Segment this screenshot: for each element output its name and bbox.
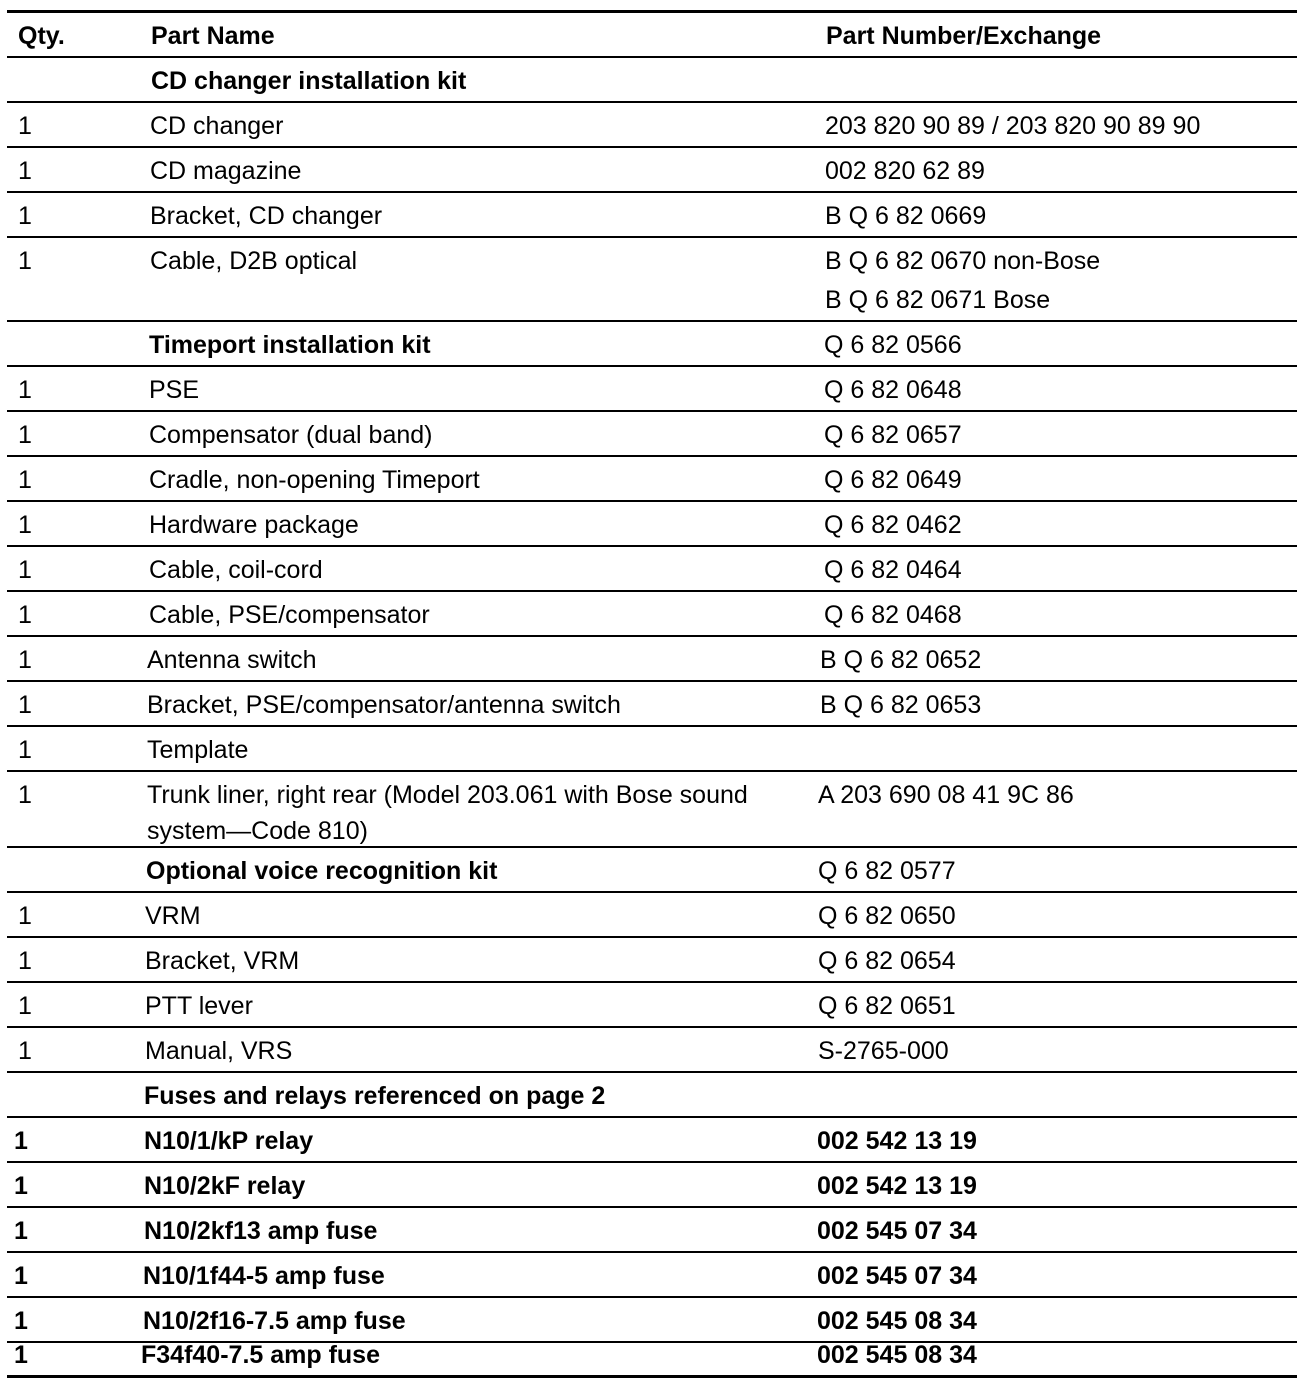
row-part-number-secondary: B Q 6 82 0671 Bose [825,286,1051,314]
header-rule [7,56,1297,58]
row-rule [7,101,1297,103]
row-part-name: N10/2f16-7.5 amp fuse [143,1307,406,1335]
row-part-number: 002 545 08 34 [817,1341,977,1369]
row-rule [7,146,1297,148]
row-qty: 1 [18,902,32,930]
row-qty: 1 [18,112,32,140]
row-qty: 1 [18,202,32,230]
row-rule [7,410,1297,412]
row-qty: 1 [18,947,32,975]
row-part-name: Bracket, PSE/compensator/antenna switch [147,691,621,719]
row-rule [7,236,1297,238]
row-rule [7,936,1297,938]
row-qty: 1 [18,556,32,584]
row-qty: 1 [18,466,32,494]
row-part-name: PTT lever [145,992,253,1020]
row-part-number: B Q 6 82 0670 non-Bose [825,247,1101,275]
row-qty: 1 [14,1341,28,1369]
row-part-number: 002 545 07 34 [817,1262,977,1290]
row-part-name: N10/2kf13 amp fuse [144,1217,378,1245]
row-rule [7,455,1297,457]
row-part-name: Hardware package [149,511,359,539]
row-part-name: N10/2kF relay [144,1172,306,1200]
row-part-name: Trunk liner, right rear (Model 203.061 with Bose sound [147,781,748,809]
row-qty: 1 [14,1172,28,1200]
table-bottom-rule [7,1375,1297,1378]
row-part-name: Template [147,736,249,764]
row-rule [7,1161,1297,1163]
row-rule [7,981,1297,983]
row-part-name: Bracket, VRM [145,947,300,975]
row-part-name: Cradle, non-opening Timeport [149,466,480,494]
row-rule [7,680,1297,682]
section-heading: CD changer installation kit [151,67,467,95]
row-rule [7,635,1297,637]
row-part-number: Q 6 82 0468 [824,601,962,629]
row-qty: 1 [14,1262,28,1290]
row-part-number: Q 6 82 0577 [818,857,956,885]
row-part-number: Q 6 82 0462 [824,511,962,539]
row-part-number: 203 820 90 89 / 203 820 90 89 90 [825,112,1201,140]
row-part-number: B Q 6 82 0669 [825,202,987,230]
row-part-name: Manual, VRS [145,1037,293,1065]
row-qty: 1 [18,157,32,185]
row-qty: 1 [18,646,32,674]
row-part-name: VRM [145,902,201,930]
row-qty: 1 [14,1127,28,1155]
row-qty: 1 [18,736,32,764]
row-part-number: B Q 6 82 0652 [820,646,982,674]
row-part-number: 002 545 07 34 [817,1217,977,1245]
row-qty: 1 [18,691,32,719]
row-rule [7,590,1297,592]
row-part-number: S-2765-000 [818,1037,949,1065]
row-qty: 1 [18,511,32,539]
row-rule [7,725,1297,727]
row-part-name: Bracket, CD changer [150,202,383,230]
row-part-name: PSE [149,376,200,404]
row-qty: 1 [18,247,32,275]
row-part-name: Compensator (dual band) [149,421,433,449]
row-part-name: Antenna switch [147,646,317,674]
row-part-name: F34f40-7.5 amp fuse [141,1341,380,1369]
row-qty: 1 [18,781,32,809]
row-part-name: CD changer [150,112,284,140]
row-qty: 1 [18,421,32,449]
header-part-name: Part Name [151,22,275,50]
row-rule [7,1206,1297,1208]
row-part-number: Q 6 82 0566 [824,331,962,359]
row-rule [7,545,1297,547]
row-part-name: N10/1/kP relay [144,1127,314,1155]
row-part-number: Q 6 82 0651 [818,992,956,1020]
row-rule [7,191,1297,193]
row-rule [7,891,1297,893]
row-qty: 1 [18,1037,32,1065]
row-part-name: Cable, D2B optical [150,247,358,275]
row-rule [7,320,1297,322]
row-part-number: Q 6 82 0654 [818,947,956,975]
table-top-rule [7,10,1297,13]
header-part-number: Part Number/Exchange [826,22,1102,50]
section-heading: Optional voice recognition kit [146,857,498,885]
row-rule [7,1026,1297,1028]
row-part-name-continued: system—Code 810) [147,817,368,845]
row-part-number: Q 6 82 0464 [824,556,962,584]
row-part-number: 002 820 62 89 [825,157,985,185]
row-rule [7,1296,1297,1298]
row-part-number: Q 6 82 0649 [824,466,962,494]
row-rule [7,500,1297,502]
row-part-number: A 203 690 08 41 9C 86 [818,781,1074,809]
row-rule [7,1116,1297,1118]
row-part-number: 002 545 08 34 [817,1307,977,1335]
row-part-number: Q 6 82 0648 [824,376,962,404]
row-qty: 1 [14,1217,28,1245]
row-qty: 1 [18,601,32,629]
header-qty: Qty. [18,22,65,50]
row-qty: 1 [14,1307,28,1335]
row-qty: 1 [18,376,32,404]
row-part-name: Cable, PSE/compensator [149,601,430,629]
row-rule [7,770,1297,772]
row-qty: 1 [18,992,32,1020]
row-rule [7,1071,1297,1073]
row-rule [7,1251,1297,1253]
row-part-number: Q 6 82 0650 [818,902,956,930]
row-part-number: Q 6 82 0657 [824,421,962,449]
row-part-number: 002 542 13 19 [817,1172,977,1200]
row-part-name: Cable, coil-cord [149,556,323,584]
section-heading: Timeport installation kit [149,331,431,359]
row-rule [7,365,1297,367]
row-part-number: B Q 6 82 0653 [820,691,982,719]
row-part-name: N10/1f44-5 amp fuse [143,1262,385,1290]
row-part-number: 002 542 13 19 [817,1127,977,1155]
row-part-name: CD magazine [150,157,302,185]
section-heading: Fuses and relays referenced on page 2 [144,1082,606,1110]
